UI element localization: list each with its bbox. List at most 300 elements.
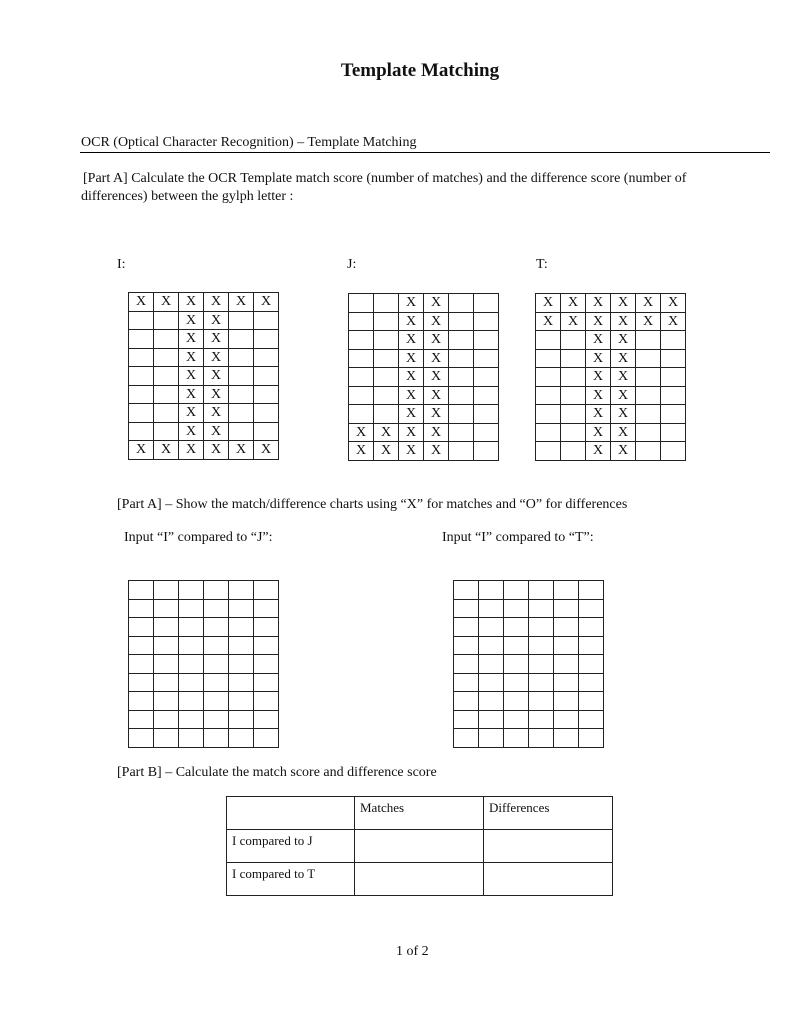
grid-cell bbox=[154, 385, 179, 404]
grid-cell: X bbox=[424, 294, 449, 313]
glyph-grid-t bbox=[535, 293, 686, 461]
grid-row bbox=[129, 422, 279, 441]
grid-cell bbox=[229, 422, 254, 441]
grid-cell: X bbox=[611, 368, 636, 387]
grid-cell: X bbox=[424, 386, 449, 405]
grid-cell[interactable] bbox=[204, 655, 229, 674]
grid-cell[interactable] bbox=[229, 673, 254, 692]
grid-cell[interactable] bbox=[204, 599, 229, 618]
grid-cell bbox=[349, 368, 374, 387]
grid-cell: X bbox=[204, 441, 229, 460]
grid-row bbox=[349, 294, 499, 313]
grid-cell[interactable] bbox=[154, 673, 179, 692]
grid-cell: X bbox=[586, 368, 611, 387]
grid-cell[interactable] bbox=[529, 673, 554, 692]
grid-cell[interactable] bbox=[454, 729, 479, 748]
grid-row bbox=[349, 405, 499, 424]
grid-cell[interactable] bbox=[154, 710, 179, 729]
differences-cell[interactable] bbox=[484, 863, 613, 896]
grid-cell[interactable] bbox=[479, 655, 504, 674]
grid-cell[interactable] bbox=[554, 618, 579, 637]
grid-cell[interactable] bbox=[504, 673, 529, 692]
grid-cell[interactable] bbox=[179, 581, 204, 600]
grid-cell[interactable] bbox=[579, 673, 604, 692]
grid-cell[interactable] bbox=[554, 673, 579, 692]
differences-cell[interactable] bbox=[484, 830, 613, 863]
grid-cell: X bbox=[424, 368, 449, 387]
grid-cell[interactable] bbox=[504, 636, 529, 655]
grid-cell: X bbox=[179, 348, 204, 367]
grid-cell[interactable] bbox=[554, 581, 579, 600]
part-b-instructions: [Part B] – Calculate the match score and difference score bbox=[117, 765, 437, 780]
grid-cell[interactable] bbox=[129, 581, 154, 600]
grid-row bbox=[536, 423, 686, 442]
grid-cell[interactable] bbox=[529, 581, 554, 600]
header-differences: Differences bbox=[484, 797, 613, 830]
grid-cell[interactable] bbox=[579, 599, 604, 618]
grid-cell bbox=[129, 385, 154, 404]
grid-cell bbox=[474, 312, 499, 331]
grid-cell[interactable] bbox=[204, 729, 229, 748]
grid-cell: X bbox=[129, 293, 154, 312]
grid-cell: X bbox=[586, 312, 611, 331]
grid-cell[interactable] bbox=[179, 692, 204, 711]
grid-cell: X bbox=[399, 423, 424, 442]
grid-cell[interactable] bbox=[129, 729, 154, 748]
grid-cell bbox=[374, 312, 399, 331]
glyph-grid-j bbox=[348, 293, 499, 461]
grid-cell[interactable] bbox=[179, 729, 204, 748]
grid-cell bbox=[636, 423, 661, 442]
grid-cell bbox=[374, 368, 399, 387]
grid-cell: X bbox=[254, 441, 279, 460]
grid-row bbox=[129, 599, 279, 618]
grid-cell bbox=[229, 385, 254, 404]
grid-row bbox=[129, 441, 279, 460]
grid-cell: X bbox=[399, 312, 424, 331]
grid-cell bbox=[129, 311, 154, 330]
grid-cell[interactable] bbox=[154, 636, 179, 655]
grid-cell[interactable] bbox=[154, 618, 179, 637]
row-label: I compared to J bbox=[227, 830, 355, 863]
grid-cell[interactable] bbox=[179, 599, 204, 618]
grid-cell: X bbox=[204, 311, 229, 330]
grid-row bbox=[129, 729, 279, 748]
grid-cell: X bbox=[179, 293, 204, 312]
grid-cell[interactable] bbox=[504, 618, 529, 637]
grid-cell bbox=[536, 423, 561, 442]
grid-cell[interactable] bbox=[504, 655, 529, 674]
grid-cell[interactable] bbox=[204, 673, 229, 692]
grid-cell[interactable] bbox=[154, 692, 179, 711]
grid-cell bbox=[374, 405, 399, 424]
grid-row bbox=[454, 729, 604, 748]
part-a-instructions: [Part A] – Show the match/difference charts using “X” for matches and “O” for differences bbox=[117, 497, 628, 512]
grid-cell[interactable] bbox=[229, 581, 254, 600]
grid-cell[interactable] bbox=[229, 655, 254, 674]
grid-cell[interactable] bbox=[579, 655, 604, 674]
grid-cell: X bbox=[611, 349, 636, 368]
grid-row bbox=[129, 311, 279, 330]
grid-row bbox=[536, 368, 686, 387]
header-cell bbox=[227, 797, 355, 830]
grid-cell bbox=[636, 405, 661, 424]
grid-cell bbox=[254, 348, 279, 367]
grid-cell: X bbox=[424, 442, 449, 461]
grid-row bbox=[536, 312, 686, 331]
grid-cell: X bbox=[424, 405, 449, 424]
grid-cell[interactable] bbox=[129, 636, 154, 655]
table-header-row bbox=[227, 797, 613, 830]
grid-cell[interactable] bbox=[529, 655, 554, 674]
grid-cell bbox=[449, 405, 474, 424]
grid-row bbox=[454, 692, 604, 711]
grid-cell: X bbox=[611, 423, 636, 442]
grid-cell[interactable] bbox=[554, 692, 579, 711]
grid-cell[interactable] bbox=[179, 655, 204, 674]
grid-cell[interactable] bbox=[504, 692, 529, 711]
grid-cell[interactable] bbox=[129, 710, 154, 729]
glyph-grid-i bbox=[128, 292, 279, 460]
grid-cell[interactable] bbox=[204, 710, 229, 729]
grid-cell bbox=[374, 386, 399, 405]
grid-cell[interactable] bbox=[179, 636, 204, 655]
grid-cell bbox=[129, 330, 154, 349]
grid-row bbox=[536, 331, 686, 350]
compare-grid-it bbox=[453, 580, 604, 748]
grid-row bbox=[536, 294, 686, 313]
grid-cell bbox=[561, 442, 586, 461]
grid-cell bbox=[449, 331, 474, 350]
grid-cell bbox=[449, 312, 474, 331]
grid-cell bbox=[374, 349, 399, 368]
grid-cell bbox=[536, 349, 561, 368]
grid-cell: X bbox=[586, 405, 611, 424]
grid-cell: X bbox=[374, 442, 399, 461]
grid-row bbox=[129, 710, 279, 729]
grid-cell: X bbox=[154, 293, 179, 312]
grid-cell: X bbox=[586, 423, 611, 442]
grid-cell[interactable] bbox=[529, 599, 554, 618]
grid-cell bbox=[661, 368, 686, 387]
grid-cell: X bbox=[661, 312, 686, 331]
grid-cell: X bbox=[536, 312, 561, 331]
grid-row bbox=[349, 442, 499, 461]
grid-cell: X bbox=[399, 442, 424, 461]
grid-cell[interactable] bbox=[579, 692, 604, 711]
grid-row bbox=[349, 423, 499, 442]
subtitle: OCR (Optical Character Recognition) – Template Matching bbox=[81, 135, 417, 150]
grid-cell: X bbox=[179, 311, 204, 330]
grid-cell[interactable] bbox=[254, 618, 279, 637]
grid-cell bbox=[474, 423, 499, 442]
grid-cell[interactable] bbox=[254, 655, 279, 674]
matches-cell[interactable] bbox=[355, 863, 484, 896]
grid-cell: X bbox=[204, 404, 229, 423]
grid-cell: X bbox=[204, 367, 229, 386]
grid-cell[interactable] bbox=[179, 673, 204, 692]
grid-cell[interactable] bbox=[129, 618, 154, 637]
grid-row bbox=[536, 349, 686, 368]
intro-text-1: [Part A] Calculate the OCR Template match score (number of matches) and the difference score (number of bbox=[83, 171, 687, 186]
grid-cell: X bbox=[179, 422, 204, 441]
grid-cell bbox=[636, 386, 661, 405]
grid-row bbox=[129, 385, 279, 404]
grid-cell[interactable] bbox=[254, 673, 279, 692]
grid-row bbox=[129, 673, 279, 692]
grid-cell bbox=[536, 368, 561, 387]
grid-cell[interactable] bbox=[479, 618, 504, 637]
grid-cell[interactable] bbox=[529, 692, 554, 711]
grid-cell[interactable] bbox=[579, 710, 604, 729]
grid-cell bbox=[154, 404, 179, 423]
grid-cell[interactable] bbox=[254, 692, 279, 711]
grid-cell bbox=[636, 442, 661, 461]
grid-cell: X bbox=[586, 349, 611, 368]
grid-cell bbox=[449, 368, 474, 387]
page-title: Template Matching bbox=[340, 60, 500, 81]
grid-cell: X bbox=[424, 312, 449, 331]
grid-row bbox=[454, 636, 604, 655]
grid-cell: X bbox=[399, 349, 424, 368]
grid-cell bbox=[661, 386, 686, 405]
grid-cell bbox=[129, 422, 154, 441]
grid-cell bbox=[449, 294, 474, 313]
grid-row bbox=[454, 581, 604, 600]
grid-cell[interactable] bbox=[529, 636, 554, 655]
grid-cell bbox=[154, 367, 179, 386]
grid-cell bbox=[349, 331, 374, 350]
grid-cell[interactable] bbox=[529, 710, 554, 729]
grid-cell bbox=[561, 349, 586, 368]
grid-cell: X bbox=[424, 423, 449, 442]
grid-cell: X bbox=[204, 422, 229, 441]
grid-cell: X bbox=[374, 423, 399, 442]
grid-cell[interactable] bbox=[129, 599, 154, 618]
table-row bbox=[227, 863, 613, 896]
grid-cell bbox=[449, 442, 474, 461]
grid-cell: X bbox=[204, 385, 229, 404]
grid-cell: X bbox=[204, 293, 229, 312]
compare-grid-ij bbox=[128, 580, 279, 748]
grid-cell[interactable] bbox=[129, 655, 154, 674]
intro-text-2: differences) between the gylph letter : bbox=[81, 189, 294, 204]
grid-cell bbox=[536, 405, 561, 424]
grid-cell bbox=[474, 349, 499, 368]
grid-cell[interactable] bbox=[179, 710, 204, 729]
grid-cell bbox=[229, 330, 254, 349]
grid-cell[interactable] bbox=[479, 581, 504, 600]
grid-cell[interactable] bbox=[229, 692, 254, 711]
grid-cell bbox=[636, 331, 661, 350]
grid-cell[interactable] bbox=[204, 692, 229, 711]
grid-cell: X bbox=[179, 385, 204, 404]
grid-cell[interactable] bbox=[204, 636, 229, 655]
matches-cell[interactable] bbox=[355, 830, 484, 863]
grid-cell: X bbox=[179, 330, 204, 349]
grid-cell[interactable] bbox=[479, 729, 504, 748]
grid-cell: X bbox=[399, 331, 424, 350]
grid-cell bbox=[474, 405, 499, 424]
grid-cell[interactable] bbox=[454, 673, 479, 692]
grid-cell[interactable] bbox=[504, 710, 529, 729]
grid-cell bbox=[661, 405, 686, 424]
grid-cell bbox=[129, 367, 154, 386]
grid-cell bbox=[254, 330, 279, 349]
grid-cell bbox=[474, 386, 499, 405]
grid-row bbox=[454, 673, 604, 692]
grid-cell: X bbox=[636, 294, 661, 313]
grid-cell bbox=[449, 423, 474, 442]
grid-cell: X bbox=[399, 405, 424, 424]
grid-cell[interactable] bbox=[554, 636, 579, 655]
grid-cell[interactable] bbox=[579, 618, 604, 637]
grid-cell[interactable] bbox=[504, 581, 529, 600]
grid-cell[interactable] bbox=[229, 599, 254, 618]
grid-cell bbox=[561, 386, 586, 405]
grid-cell[interactable] bbox=[254, 729, 279, 748]
grid-cell[interactable] bbox=[479, 692, 504, 711]
grid-cell: X bbox=[586, 294, 611, 313]
grid-row bbox=[129, 655, 279, 674]
grid-cell[interactable] bbox=[454, 599, 479, 618]
grid-cell[interactable] bbox=[579, 636, 604, 655]
grid-cell[interactable] bbox=[479, 710, 504, 729]
grid-cell bbox=[254, 385, 279, 404]
grid-cell[interactable] bbox=[479, 599, 504, 618]
grid-cell[interactable] bbox=[254, 599, 279, 618]
grid-row bbox=[349, 331, 499, 350]
grid-cell[interactable] bbox=[554, 710, 579, 729]
grid-cell bbox=[536, 386, 561, 405]
grid-cell: X bbox=[254, 293, 279, 312]
grid-cell bbox=[636, 368, 661, 387]
grid-cell: X bbox=[129, 441, 154, 460]
grid-row bbox=[129, 348, 279, 367]
grid-cell[interactable] bbox=[579, 729, 604, 748]
grid-row bbox=[349, 386, 499, 405]
grid-cell[interactable] bbox=[179, 618, 204, 637]
grid-cell: X bbox=[399, 294, 424, 313]
grid-cell[interactable] bbox=[254, 581, 279, 600]
grid-cell[interactable] bbox=[154, 729, 179, 748]
grid-cell: X bbox=[179, 404, 204, 423]
grid-cell[interactable] bbox=[529, 729, 554, 748]
grid-cell bbox=[474, 442, 499, 461]
grid-cell[interactable] bbox=[479, 636, 504, 655]
grid-cell bbox=[129, 348, 154, 367]
grid-row bbox=[349, 368, 499, 387]
grid-cell[interactable] bbox=[504, 599, 529, 618]
grid-cell bbox=[561, 331, 586, 350]
grid-cell bbox=[561, 423, 586, 442]
grid-cell[interactable] bbox=[204, 581, 229, 600]
grid-cell[interactable] bbox=[154, 655, 179, 674]
grid-cell[interactable] bbox=[154, 581, 179, 600]
grid-row bbox=[536, 386, 686, 405]
grid-cell: X bbox=[611, 442, 636, 461]
grid-cell[interactable] bbox=[204, 618, 229, 637]
grid-cell: X bbox=[536, 294, 561, 313]
grid-row bbox=[454, 599, 604, 618]
grid-cell[interactable] bbox=[454, 655, 479, 674]
compare-it-label: Input “I” compared to “T”: bbox=[442, 530, 594, 545]
grid-cell bbox=[229, 348, 254, 367]
grid-cell[interactable] bbox=[479, 673, 504, 692]
grid-cell[interactable] bbox=[254, 710, 279, 729]
grid-cell[interactable] bbox=[454, 636, 479, 655]
grid-cell[interactable] bbox=[129, 673, 154, 692]
grid-row bbox=[349, 349, 499, 368]
grid-cell bbox=[374, 294, 399, 313]
grid-cell[interactable] bbox=[229, 710, 254, 729]
grid-cell bbox=[474, 368, 499, 387]
grid-cell[interactable] bbox=[454, 710, 479, 729]
grid-cell bbox=[349, 349, 374, 368]
grid-row bbox=[536, 442, 686, 461]
grid-row bbox=[129, 293, 279, 312]
grid-cell[interactable] bbox=[154, 599, 179, 618]
grid-row bbox=[129, 330, 279, 349]
grid-cell bbox=[474, 294, 499, 313]
grid-cell[interactable] bbox=[554, 655, 579, 674]
grid-cell bbox=[154, 311, 179, 330]
grid-cell bbox=[561, 368, 586, 387]
grid-cell bbox=[229, 367, 254, 386]
grid-cell[interactable] bbox=[454, 618, 479, 637]
grid-cell: X bbox=[586, 442, 611, 461]
grid-cell bbox=[474, 331, 499, 350]
grid-cell[interactable] bbox=[579, 581, 604, 600]
grid-cell bbox=[561, 405, 586, 424]
grid-cell[interactable] bbox=[229, 636, 254, 655]
grid-cell[interactable] bbox=[554, 599, 579, 618]
grid-cell bbox=[661, 423, 686, 442]
grid-cell bbox=[374, 331, 399, 350]
grid-cell[interactable] bbox=[229, 618, 254, 637]
grid-cell bbox=[661, 331, 686, 350]
grid-cell: X bbox=[611, 386, 636, 405]
grid-cell bbox=[229, 311, 254, 330]
grid-cell[interactable] bbox=[454, 692, 479, 711]
grid-cell: X bbox=[204, 330, 229, 349]
grid-cell[interactable] bbox=[229, 729, 254, 748]
grid-cell bbox=[229, 404, 254, 423]
grid-cell: X bbox=[636, 312, 661, 331]
grid-cell bbox=[349, 386, 374, 405]
grid-cell[interactable] bbox=[454, 581, 479, 600]
grid-cell[interactable] bbox=[529, 618, 554, 637]
grid-cell bbox=[536, 442, 561, 461]
grid-cell: X bbox=[586, 386, 611, 405]
grid-cell bbox=[449, 386, 474, 405]
grid-cell[interactable] bbox=[129, 692, 154, 711]
grid-cell[interactable] bbox=[554, 729, 579, 748]
grid-cell[interactable] bbox=[504, 729, 529, 748]
grid-row bbox=[129, 367, 279, 386]
grid-row bbox=[349, 312, 499, 331]
grid-cell: X bbox=[399, 368, 424, 387]
grid-cell: X bbox=[399, 386, 424, 405]
grid-cell bbox=[661, 442, 686, 461]
grid-cell bbox=[154, 422, 179, 441]
grid-cell bbox=[154, 330, 179, 349]
grid-row bbox=[129, 636, 279, 655]
grid-cell bbox=[636, 349, 661, 368]
header-matches: Matches bbox=[355, 797, 484, 830]
grid-cell bbox=[449, 349, 474, 368]
grid-cell[interactable] bbox=[254, 636, 279, 655]
